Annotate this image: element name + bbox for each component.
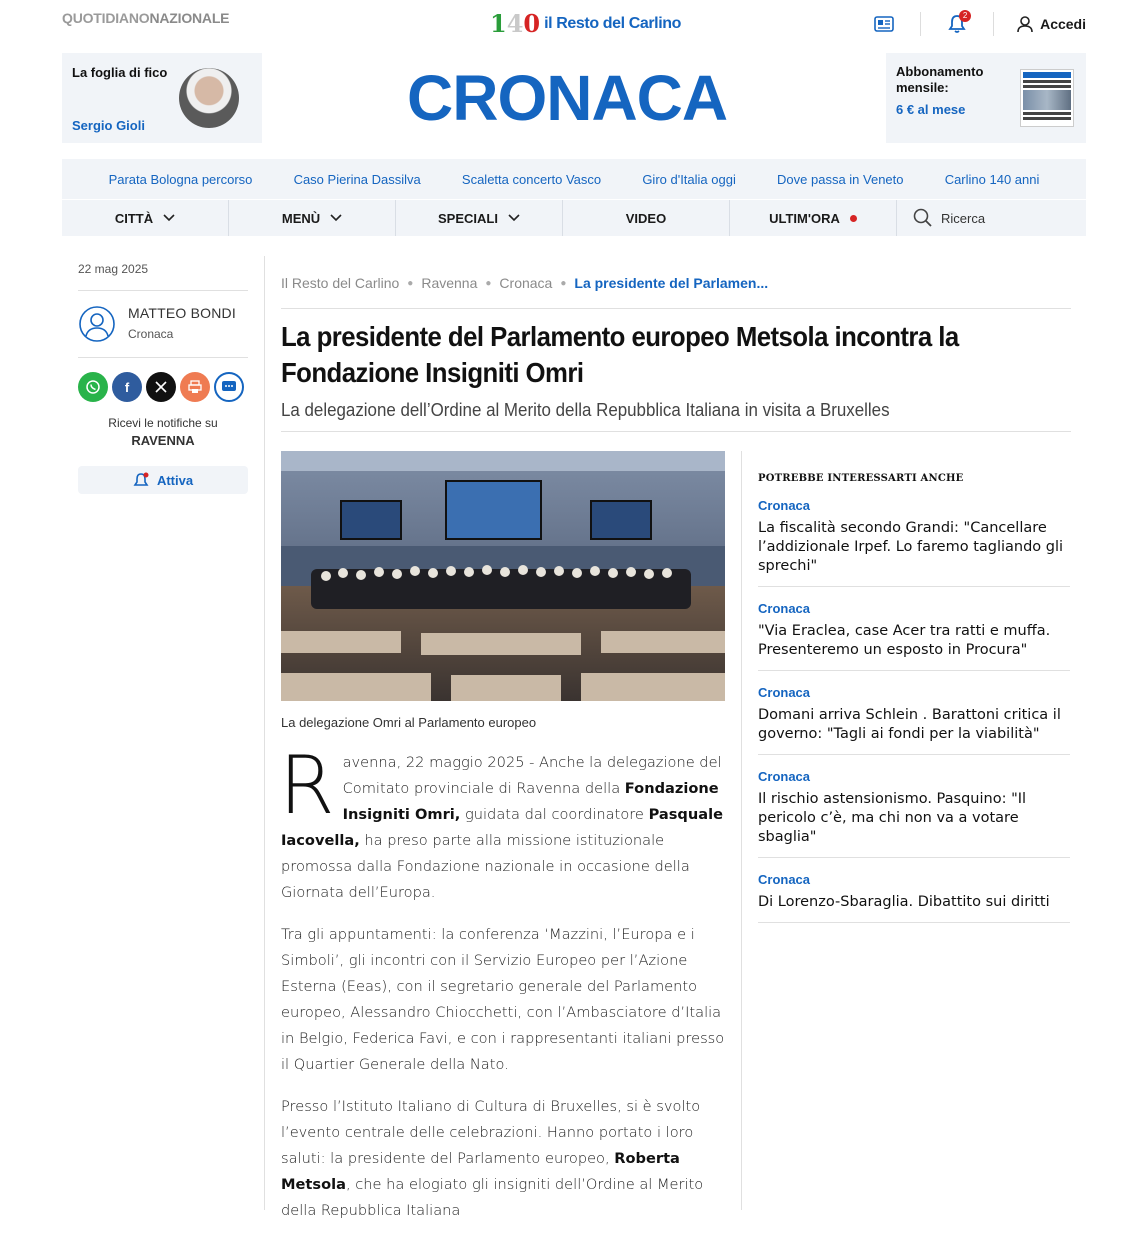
related-headline[interactable]: Di Lorenzo-Sbaraglia. Dibattito sui diritti	[758, 894, 1050, 910]
nav-citta[interactable]	[62, 200, 229, 236]
subscription-promo[interactable]	[886, 53, 1086, 143]
dropcap: R	[279, 739, 335, 832]
search-icon	[913, 208, 933, 228]
nav-label: SPECIALI	[438, 210, 498, 226]
notification-badge: 2	[959, 10, 971, 22]
login-label: Accedi	[1040, 16, 1086, 32]
article-sidebar	[78, 262, 248, 494]
whatsapp-icon[interactable]	[78, 372, 108, 402]
divider	[78, 290, 248, 291]
related-category[interactable]: Cronaca	[758, 685, 811, 700]
related-title: POTREBBE INTERESSARTI ANCHE	[758, 473, 964, 484]
breadcrumb-current: La presidente del Parlamen...	[574, 275, 769, 291]
brand-logo[interactable]	[490, 9, 682, 38]
notify-activate-button[interactable]	[78, 466, 248, 494]
article-paragraph: Ravenna, 22 maggio 2025 - Anche la delegazione del Comitato provinciale di Ravenna della Fondazione Insigniti Omri, guidata dal coordinatore Pasquale Iacovella, ha preso parte alla missione istituzionale promossa dalla Fondazione nazionale in occasione della Giornata dell’Europa.	[279, 739, 723, 901]
trending-link[interactable]: Dove passa in Veneto	[777, 171, 904, 187]
chevron-down-icon	[330, 214, 342, 222]
column-title: La foglia di fico	[72, 65, 168, 80]
divider	[281, 308, 1071, 309]
related-category[interactable]: Cronaca	[758, 769, 811, 784]
trending-link[interactable]: Parata Bologna percorso	[108, 171, 253, 187]
bullet-separator: ●	[560, 277, 567, 289]
nav-video[interactable]	[563, 200, 730, 236]
related-category[interactable]: Cronaca	[758, 498, 811, 513]
top-actions	[870, 10, 1086, 38]
article-body	[279, 739, 725, 1240]
nav-label: VIDEO	[625, 210, 667, 226]
article-paragraph: Tra gli appuntamenti: la conferenza ‘Mazzini, l’Europa e i Simboli’, gli incontri con il Servizio Europeo per l’Azione Esterna (Eeas), con il segretario generale del Parlamento europeo, Alessandro Chiocchetti, con l’Ambasciatore d’Italia in Belgio, Federica Favi, e con i rappresentanti italiani presso il Quartier Generale della Nato.	[281, 926, 725, 1073]
author-name: MATTEO BONDI	[128, 305, 236, 321]
brand-name: il Resto del Carlino	[544, 15, 682, 32]
article-paragraph: Presso l’Istituto Italiano di Cultura di Bruxelles, si è svolto l’evento centrale delle celebrazioni. Hanno portato i loro saluti: la presidente del Parlamento europeo, Roberta Metsola, che ha elogiato gli insigniti dell’Ordine al Merito della Repubblica Italiana	[281, 1098, 704, 1219]
column-author-avatar	[179, 68, 239, 128]
article-subtitle: La delegazione dell’Ordine al Merito della Repubblica Italiana in visita a Bruxelles	[281, 400, 890, 420]
facebook-icon[interactable]: f	[112, 372, 142, 402]
divider	[264, 256, 265, 1210]
related-headline[interactable]: Domani arriva Schlein . Barattoni critica il governo: "Tagli ai fondi per la viabilità"	[758, 707, 1061, 742]
divider	[993, 12, 994, 36]
author-avatar-icon	[78, 305, 116, 343]
breadcrumb-item[interactable]: Ravenna	[421, 275, 478, 291]
chevron-down-icon	[508, 214, 520, 222]
print-icon[interactable]	[180, 372, 210, 402]
share-buttons	[78, 372, 248, 402]
main-nav	[62, 200, 1086, 236]
related-category[interactable]: Cronaca	[758, 601, 811, 616]
divider	[78, 357, 248, 358]
related-item[interactable]	[758, 587, 1070, 671]
top-bar	[62, 0, 1086, 48]
divider	[741, 451, 742, 1210]
section-title: CRONACA	[407, 62, 728, 134]
column-author: Sergio Gioli	[72, 118, 145, 133]
breadcrumb	[281, 275, 1071, 291]
x-icon[interactable]	[146, 372, 176, 402]
newspaper-cover-image	[1020, 69, 1074, 127]
notify-city: RAVENNA	[131, 433, 195, 448]
publish-date: 22 mag 2025	[78, 262, 149, 276]
nav-menu[interactable]	[229, 200, 396, 236]
related-item[interactable]	[758, 858, 1070, 923]
breadcrumb-item[interactable]: Il Resto del Carlino	[281, 275, 400, 291]
search-button[interactable]	[897, 200, 1086, 236]
trending-link[interactable]: Scaletta concerto Vasco	[461, 171, 602, 187]
bell-icon[interactable]	[943, 12, 971, 36]
trending-link[interactable]: Carlino 140 anni	[944, 171, 1040, 187]
related-headline[interactable]: Il rischio astensionismo. Pasquino: "Il pericolo c’è, ma chi non va a votare sbaglia"	[758, 791, 1027, 845]
divider	[281, 431, 1071, 432]
trending-links	[62, 159, 1086, 199]
bell-icon	[133, 472, 149, 489]
related-item[interactable]	[758, 671, 1070, 755]
nav-label: MENÙ	[281, 210, 321, 226]
trending-link[interactable]: Giro d'Italia oggi	[642, 171, 736, 187]
search-label: Ricerca	[941, 210, 986, 226]
bold-text: Pasquale Iacovella,	[281, 806, 723, 849]
live-dot-icon	[850, 215, 857, 222]
subscription-label: Abbonamento mensile:	[896, 64, 984, 95]
network-logo-right: NAZIONALE	[149, 10, 230, 26]
bullet-separator: ●	[407, 277, 414, 289]
notify-text: Ricevi le notifiche su	[108, 416, 218, 430]
comments-icon[interactable]	[214, 372, 244, 402]
photo-caption: La delegazione Omri al Parlamento europeo	[281, 715, 537, 730]
related-headline[interactable]: La fiscalità secondo Grandi: "Cancellare l’addizionale Irpef. Lo faremo tagliando gli sprechi"	[758, 520, 1064, 574]
related-headline[interactable]: "Via Eraclea, case Acer tra ratti e muffa. Presenteremo un esposto in Procura"	[758, 623, 1051, 658]
chevron-down-icon	[163, 214, 175, 222]
newspaper-icon[interactable]	[870, 12, 898, 36]
network-logo[interactable]	[62, 10, 229, 26]
related-articles	[758, 473, 1070, 923]
login-button[interactable]	[1016, 15, 1086, 33]
article-title: La presidente del Parlamento europeo Metsola incontra la Fondazione Insigniti Omri	[281, 321, 959, 388]
user-icon	[1016, 15, 1034, 33]
divider	[920, 12, 921, 36]
trending-link[interactable]: Caso Pierina Dassilva	[293, 171, 421, 187]
nav-label: ULTIM'ORA	[769, 210, 840, 226]
bullet-separator: ●	[485, 277, 492, 289]
article-header	[281, 256, 1071, 432]
related-item[interactable]	[758, 755, 1070, 858]
nav-speciali[interactable]	[396, 200, 563, 236]
bold-text: Fondazione Insigniti Omri,	[342, 780, 719, 823]
related-item[interactable]	[758, 484, 1070, 587]
breadcrumb-item[interactable]: Cronaca	[499, 275, 553, 291]
nav-label: CITTÀ	[114, 210, 154, 226]
network-logo-left: QUOTIDIANO	[62, 10, 150, 26]
nav-ultimora[interactable]	[730, 200, 897, 236]
related-category[interactable]: Cronaca	[758, 872, 811, 887]
brand-number-logo: 140	[490, 9, 541, 38]
article-photo[interactable]	[281, 451, 725, 701]
author-category: Cronaca	[128, 327, 174, 341]
author-block[interactable]	[78, 305, 248, 343]
subscription-price: 6 € al mese	[896, 102, 966, 117]
bold-text: Roberta Metsola	[281, 1150, 680, 1193]
header-row	[62, 53, 1086, 143]
notify-button-label: Attiva	[156, 472, 194, 488]
column-promo[interactable]	[62, 53, 262, 143]
